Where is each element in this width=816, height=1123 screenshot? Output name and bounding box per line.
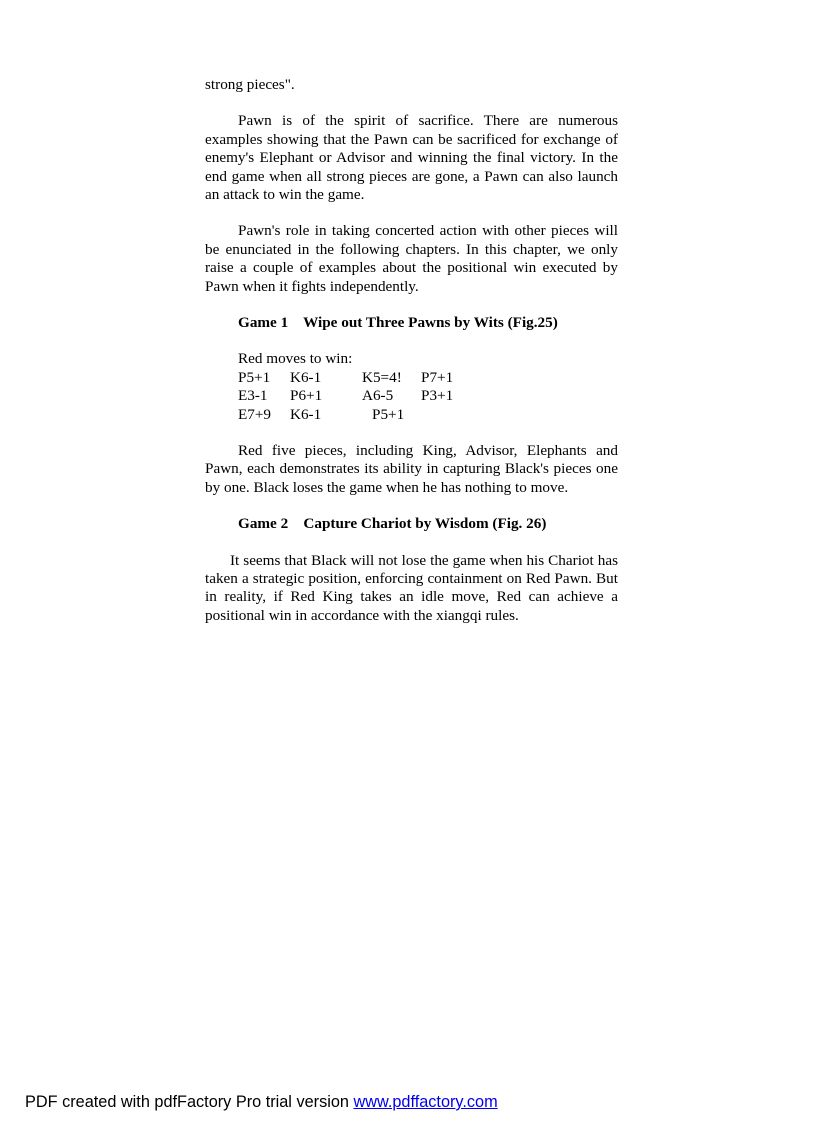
paragraph-continuation: strong pieces". <box>205 76 295 93</box>
move-row <box>238 369 618 387</box>
page-body <box>205 76 618 625</box>
move-row <box>238 387 618 405</box>
move: P5+1 <box>372 405 405 423</box>
pdffactory-link[interactable]: www.pdffactory.com <box>353 1093 498 1111</box>
pdf-footer <box>25 1093 498 1112</box>
paragraph-pawn-role: Pawn's role in taking concerted action with other pieces will be enunciated in the following chapters. In this chapter, we only raise a couple of examples about the positional win executed by Pawn when it fights independently. <box>205 222 618 295</box>
game-1-intro: Red moves to win: <box>238 350 353 368</box>
move-row <box>238 406 618 424</box>
move: P5+1 <box>238 368 271 386</box>
game-2-heading: Game 2 Capture Chariot by Wisdom (Fig. 26) <box>238 515 547 533</box>
paragraph-chariot: It seems that Black will not lose the game when his Chariot has taken a strategic position, enforcing containment on Red Pawn. But in reality, if Red King takes an idle move, Red can achieve a positional win in accordance with the xiangqi rules. <box>205 551 618 624</box>
move: E7+9 <box>238 405 272 423</box>
move: P3+1 <box>421 387 454 405</box>
game-1-moves <box>238 350 618 424</box>
move: P7+1 <box>421 368 454 386</box>
move: K5=4! <box>362 368 402 386</box>
footer-text: PDF created with pdfFactory Pro trial version <box>25 1093 354 1111</box>
move: P6+1 <box>290 387 323 405</box>
move: E3-1 <box>238 387 268 405</box>
paragraph-red-five-pieces: Red five pieces, including King, Advisor, Elephants and Pawn, each demonstrates its ability in capturing Black's pieces one by one. Black loses the game when he has nothing to move. <box>205 442 618 496</box>
move: K6-1 <box>290 368 322 386</box>
move: K6-1 <box>290 405 322 423</box>
paragraph-pawn-sacrifice: Pawn is of the spirit of sacrifice. There are numerous examples showing that the Pawn can be sacrificed for exchange of enemy's Elephant or Advisor and winning the final victory. In the end game when all strong pieces are gone, a Pawn can also launch an attack to win the game. <box>205 112 618 204</box>
move: A6-5 <box>362 387 394 405</box>
game-1-heading: Game 1 Wipe out Three Pawns by Wits (Fig.25) <box>238 314 558 332</box>
